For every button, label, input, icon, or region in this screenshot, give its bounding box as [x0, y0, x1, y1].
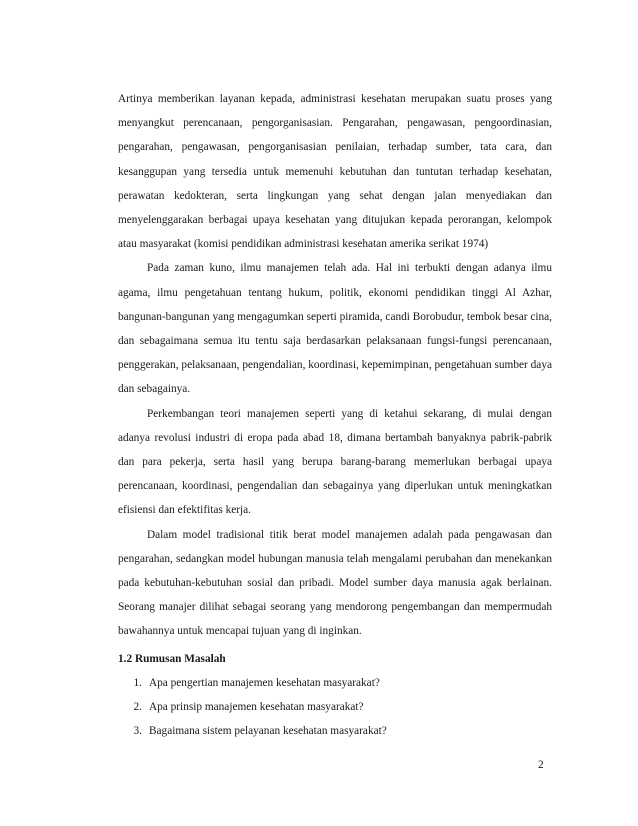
section-heading: 1.2 Rumusan Masalah [118, 653, 226, 665]
list-item-text: Bagaimana sistem pelayanan kesehatan masyarakat? [149, 725, 387, 738]
list-item [118, 671, 387, 695]
list-item [118, 719, 387, 743]
paragraph-theory-development: Perkembangan teori manajemen seperti yang di ketahui sekarang, di mulai dengan adanya revolusi industri di eropa pada abad 18, dimana bertambah banyaknya pabrik-pabrik dan para pekerja, serta hasil yang berupa barang-barang memerlukan berbagai upaya perencanaan, koordinasi, pengendalian dan sebagainya yang diperlukan untuk meningkatkan efisiensi dan efektifitas kerja. [118, 407, 552, 517]
list-item-text: Apa pengertian manajemen kesehatan masyarakat? [149, 677, 380, 689]
paragraph-history: Pada zaman kuno, ilmu manajemen telah ada. Hal ini terbukti dengan adanya ilmu agama, ilmu pengetahuan tentang hukum, politik, ekonomi pendidikan tinggi Al Azhar, bangunan-bangunan yang mengagumkan seperti piramida, candi Borobudur, tembok besar cina, dan sebagaimana semua itu tentu saja berdasarkan pelaksanaan fungsi-fungsi perencanaan, penggerakan, pelaksanaan, pengendalian, koordinasi, kepemimpinan, pengetahuan sumber daya dan sebagainya. [118, 262, 552, 396]
problem-list [118, 671, 387, 744]
list-item-number: 2. [133, 701, 142, 714]
paragraph-management-models: Dalam model tradisional titik berat model manajemen adalah pada pengawasan dan pengarahan, sedangkan model hubungan manusia telah mengalami perubahan dan menekankan pada kebutuhan-kebutuhan sosial dan pribadi. Model sumber daya manusia agak berlainan. Seorang manajer dilihat sebagai seorang yang mendorong pengembangan dan mempermudah bawahannya untuk mencapai tujuan yang di inginkan. [118, 528, 552, 638]
list-item-number: 1. [133, 677, 142, 689]
list-item-number: 3. [133, 725, 142, 738]
page-number: 2 [538, 759, 544, 771]
list-item [118, 695, 387, 719]
list-item-text: Apa prinsip manajemen kesehatan masyarakat? [149, 701, 364, 714]
paragraph-continuation: Artinya memberikan layanan kepada, administrasi kesehatan merupakan suatu proses yang menyangkut perencanaan, pengorganisasian. Pengarahan, pengawasan, pengoordinasian, pengarahan, pengawasan, pengorganisasian penilaian, terhadap sumber, tata cara, dan kesanggupan yang tersedia untuk memenuhi kebutuhan dan tuntutan terhadap kesehatan, perawatan kedokteran, serta lingkungan yang sehat dengan jalan menyediakan dan menyelenggarakan berbagai upaya kesehatan yang ditujukan kepada perorangan, kelompok atau masyarakat (komisi pendidikan administrasi kesehatan amerika serikat 1974) [118, 93, 552, 251]
body-text [118, 87, 552, 644]
